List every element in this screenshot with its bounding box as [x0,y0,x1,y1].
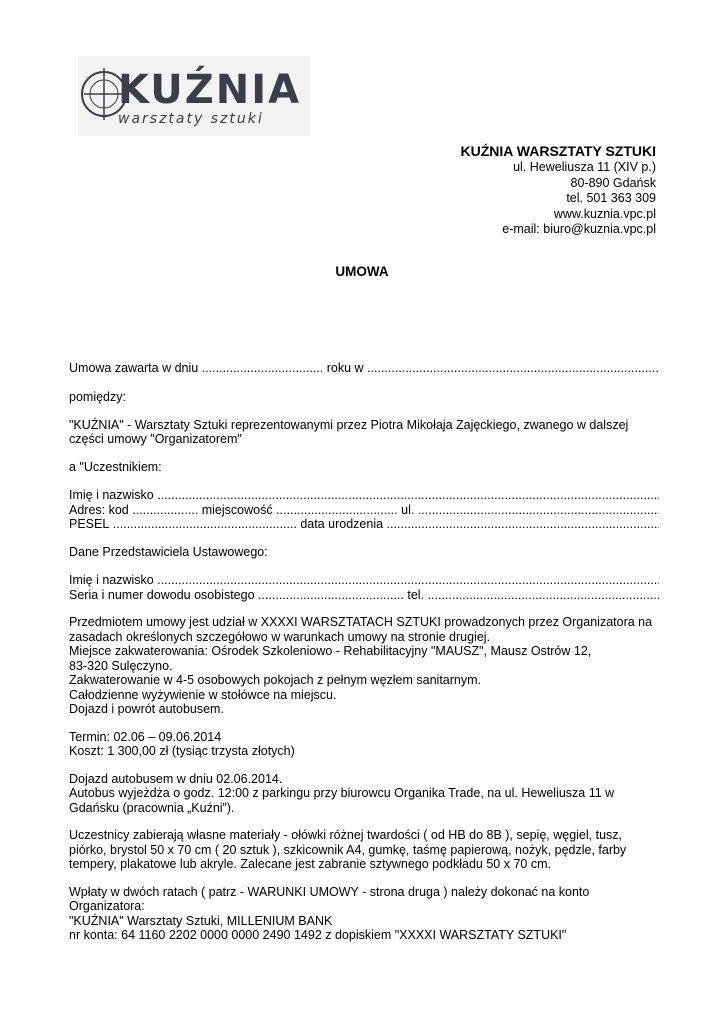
organizer-paragraph: "KUŹNIA" - Warsztaty Sztuki reprezentowanymi przez Piotra Mikołaja Zajęckiego, zwanego w dalszej części umowy "Organizatorem" [69,417,629,446]
subject-section [69,615,659,717]
subject-line: Miejsce zakwaterowania: Ośrodek Szkoleniowo - Rehabilitacyjny "MAUSZ", Mausz Ostrów 12, [69,644,592,658]
subject-line: 83-320 Sulęczyno. [69,658,173,673]
guardian-name-field[interactable]: Imię i nazwisko ..... [69,573,659,588]
subject-line: Dojazd i powrót autobusem. [69,702,224,716]
contract-body [69,361,659,943]
subject-line: Całodzienne wyżywienie w stołówce na miejscu. [69,687,337,702]
transport-section [69,772,659,816]
subject-line: Przedmiotem umowy jest udział w XXXXI WARSZTATACH SZTUKI prowadzonych przez Organizatora na zasadach określonych szczegółowo w warunkach umowy na stronie drugiej. [69,615,653,644]
transport-line: Autobus wyjeżdża o godz. 12:00 z parkingu przy biurowcu Organika Trade, na ul. Heweliusza 11 w Gdańsku (pracownia „Kuźni”). [69,786,615,815]
org-address: ul. Heweliusza 11 (XIV p.) [513,160,656,174]
payment-line: "KUŹNIA" Warsztaty Sztuki, MILLENIUM BANK [69,913,333,928]
participant-label: a "Uczestnikiem: [69,459,162,474]
logo-title: KUŹNIA [118,67,302,113]
org-name: KUŹNIA WARSZTATY SZTUKI [460,143,656,159]
org-website: www.kuznia.vpc.pl [553,206,656,221]
payment-line: nr konta: 64 1160 2202 0000 0000 2490 1492 z dopiskiem "XXXXI WARSZTATY SZTUKI" [69,928,567,942]
logo-subtitle: warsztaty sztuki [118,111,264,127]
organizer-header [461,142,656,238]
org-city: 80-890 Gdańsk [570,175,656,190]
participant-address-field[interactable]: Adres: kod ................... miejscowość ................................... ul. ..... [69,503,659,518]
payment-line: Wpłaty w dwóch ratach ( patrz - WARUNKI UMOWY - strona druga ) należy dokonać na konto Organizatora: [69,884,590,913]
guardian-label: Dane Przedstawiciela Ustawowego: [69,544,268,559]
document-title: UMOWA [335,264,389,279]
term-section [69,730,659,759]
contract-date-line[interactable]: Umowa zawarta w dniu ................................... roku w ..... [69,361,659,376]
transport-line: Dojazd autobusem w dniu 02.06.2014. [69,771,283,786]
guardian-id-field[interactable]: Seria i numer dowodu osobistego .......................................... tel. ..... [69,588,659,603]
between-label: pomiędzy: [69,390,126,404]
participant-name-field[interactable]: Imię i nazwisko ..... [69,488,659,503]
org-phone: tel. 501 363 309 [566,191,656,205]
logo [78,56,310,136]
term-dates: Termin: 02.06 – 09.06.2014 [69,729,222,744]
payment-section [69,885,659,943]
materials-paragraph: Uczestnicy zabierają własne materiały - ołówki różnej twardości ( od HB do 8B ), sepię, węgiel, tusz, piórko, brystol 50 x 70 cm ( 20 sztuk ), szkicownik A4, gumkę, taśmę papierową, nożyk, pędzle, farby tempery, plakatowe lub akryle. Zalecane jest zabranie sztywnego podkładu 50 x 70 cm. [69,828,627,871]
participant-pesel-field[interactable]: PESEL ..................................................... data urodzenia ..... [69,517,659,532]
org-email: e-mail: biuro@kuznia.vpc.pl [502,222,656,236]
cost: Koszt: 1 300,00 zł (tysiąc trzysta złotych) [69,744,295,758]
subject-line: Zakwaterowanie w 4-5 osobowych pokojach z pełnym węzłem sanitarnym. [69,673,481,687]
